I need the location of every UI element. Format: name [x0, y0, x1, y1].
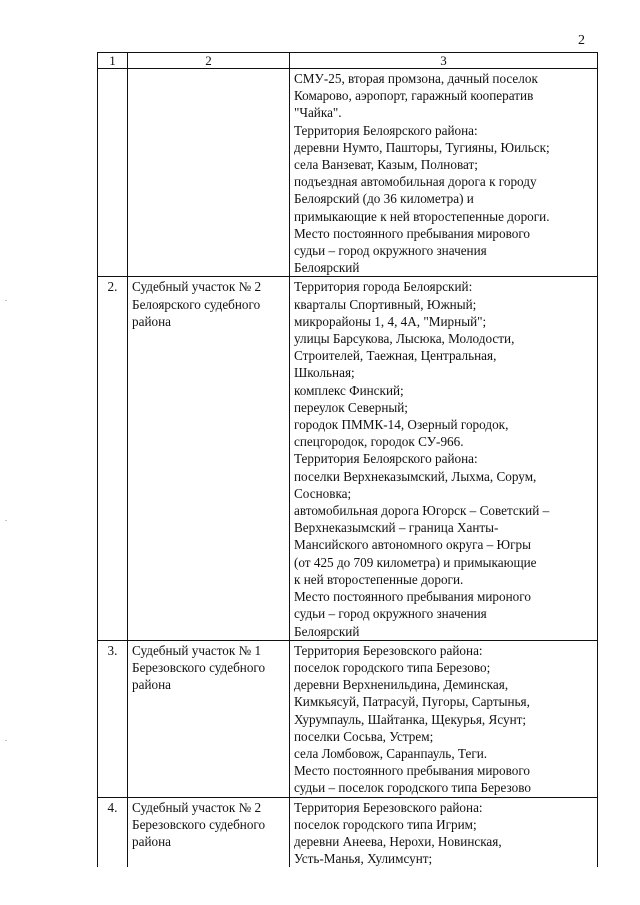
- territory-line: Мансийского автономного округа – Югры: [294, 537, 531, 553]
- territory-line: поселок городского типа Игрим;: [294, 816, 477, 832]
- territory-line: спецгородок, городок СУ-966.: [294, 434, 464, 450]
- territory-line: села Ванзеват, Казым, Полноват;: [294, 157, 478, 173]
- territory-line: Комарово, аэропорт, гаражный кооператив: [294, 88, 534, 104]
- territory-line: Территория Белоярского района:: [294, 122, 478, 138]
- territory-line: деревни Анеева, Нерохи, Новинская,: [294, 833, 502, 849]
- court-district-name: [128, 277, 290, 640]
- territory-line: комплекс Финский;: [294, 382, 404, 398]
- territory-line: улицы Барсукова, Лысюка, Молодости,: [294, 331, 515, 347]
- territory-line: Территория Березовского района:: [294, 799, 483, 815]
- territory-line: деревни Нумто, Пашторы, Тугияны, Юильск;: [294, 139, 550, 155]
- territory-line: Место постоянного пребывания мирового: [294, 225, 531, 241]
- territory-line: Белоярский (до 36 километра) и: [294, 191, 474, 207]
- territory-line: подъездная автомобильная дорога к городу: [294, 174, 537, 190]
- territory-line: к ней второстепенные дороги.: [294, 571, 464, 587]
- table-row: [98, 277, 598, 640]
- court-name-line: Березовского судебного: [132, 816, 266, 832]
- territory-line: Хурумпауль, Шайтанка, Щекурья, Ясунт;: [294, 711, 527, 727]
- territory-line: переулок Северный;: [294, 399, 408, 415]
- territory-line: Территория Березовского района:: [294, 642, 483, 658]
- territory-line: Белоярский: [294, 623, 360, 639]
- table-body: [98, 69, 598, 868]
- territory-line: поселки Сосьва, Устрем;: [294, 728, 434, 744]
- territory-line: Место постоянного пребывания мироного: [294, 589, 531, 605]
- court-district-name: [128, 69, 290, 277]
- court-name-line: Березовского судебного: [132, 659, 266, 675]
- column-header-3: 3: [290, 53, 598, 69]
- territory-line: Территория Белоярского района:: [294, 451, 478, 467]
- territory-line: Усть-Манья, Хулимсунт;: [294, 851, 433, 867]
- court-name-line: Судебный участок № 2: [132, 279, 262, 295]
- table-row: [98, 640, 598, 797]
- row-number: 4.: [98, 797, 128, 867]
- court-name-line: района: [132, 677, 172, 693]
- column-header-2: 2: [128, 53, 290, 69]
- scan-mark: [5, 520, 7, 521]
- territory-line: Территория города Белоярский:: [294, 279, 473, 295]
- table-header-row: [98, 53, 598, 69]
- territory-line: Школьная;: [294, 365, 355, 381]
- territory-line: Сосновка;: [294, 485, 352, 501]
- table-row: [98, 69, 598, 277]
- territory-line: судьи – город окружного значения: [294, 243, 487, 259]
- territory-line: Верхнеказымский – граница Ханты-: [294, 520, 499, 536]
- court-name-line: Судебный участок № 2: [132, 799, 262, 815]
- territory-line: Место постоянного пребывания мирового: [294, 763, 531, 779]
- territory-line: микрорайоны 1, 4, 4А, "Мирный";: [294, 313, 487, 329]
- court-district-name: [128, 797, 290, 867]
- territory-line: СМУ-25, вторая промзона, дачный поселок: [294, 71, 538, 86]
- court-name-line: Судебный участок № 1: [132, 642, 262, 658]
- territory-description: [290, 277, 598, 640]
- territory-line: судьи – город окружного значения: [294, 606, 487, 622]
- court-name-line: Белоярского судебного: [132, 296, 261, 312]
- row-number: 3.: [98, 640, 128, 797]
- territory-line: села Ломбовож, Саранпауль, Теги.: [294, 745, 488, 761]
- territory-line: "Чайка".: [294, 105, 342, 121]
- territory-line: поселки Верхнеказымский, Лыхма, Сорум,: [294, 468, 537, 484]
- court-district-name: [128, 640, 290, 797]
- court-name-line: района: [132, 833, 172, 849]
- territory-description: [290, 797, 598, 867]
- courts-table: [97, 52, 598, 867]
- territory-description: [290, 69, 598, 277]
- page-number: 2: [578, 33, 585, 48]
- territory-line: примыкающие к ней второстепенные дороги.: [294, 208, 550, 224]
- territory-line: городок ПММК-14, Озерный городок,: [294, 417, 509, 433]
- territory-line: судьи – поселок городского типа Березово: [294, 780, 531, 796]
- court-name-line: района: [132, 313, 172, 329]
- territory-line: автомобильная дорога Югорск – Советский –: [294, 503, 550, 519]
- column-header-1: 1: [98, 53, 128, 69]
- scan-mark: [5, 300, 7, 301]
- row-number: 2.: [98, 277, 128, 640]
- territory-line: (от 425 до 709 километра) и примыкающие: [294, 554, 537, 570]
- territory-line: Кимкьясуй, Патрасуй, Пугоры, Сартынья,: [294, 694, 530, 710]
- territory-line: Белоярский: [294, 260, 360, 276]
- territory-line: кварталы Спортивный, Южный;: [294, 296, 477, 312]
- scan-mark: [5, 740, 7, 741]
- territory-line: поселок городского типа Березово;: [294, 659, 491, 675]
- territory-line: деревни Верхненильдина, Деминская,: [294, 677, 509, 693]
- table-row: [98, 797, 598, 867]
- territory-line: Строителей, Таежная, Центральная,: [294, 348, 497, 364]
- territory-description: [290, 640, 598, 797]
- row-number: [98, 69, 128, 277]
